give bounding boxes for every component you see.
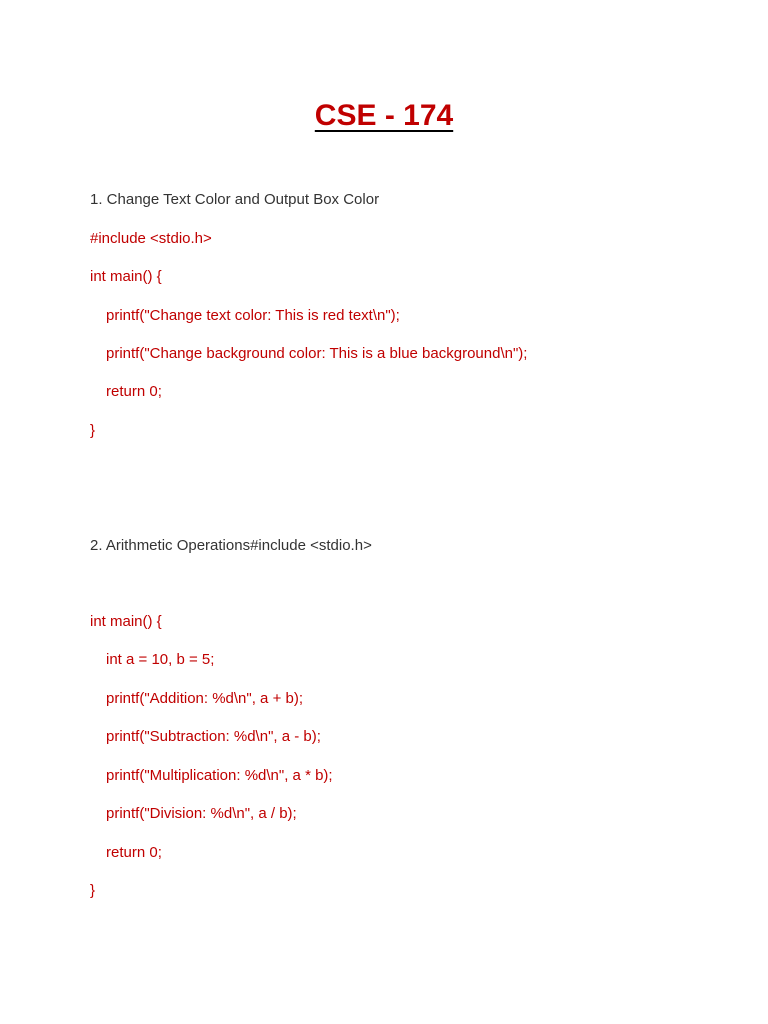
code-line: printf("Change background color: This is a blue background\n"); bbox=[106, 345, 528, 362]
code-line: int a = 10, b = 5; bbox=[106, 651, 215, 668]
code-line: #include <stdio.h> bbox=[90, 230, 212, 247]
code-line: return 0; bbox=[106, 844, 162, 861]
code-line: printf("Change text color: This is red text\n"); bbox=[106, 307, 400, 324]
code-line: } bbox=[90, 882, 96, 899]
page-title-text: CSE - 174 bbox=[314, 99, 454, 132]
code-line: int main() { bbox=[90, 268, 162, 285]
code-line: printf("Multiplication: %d\n", a * b); bbox=[106, 767, 333, 784]
page-title bbox=[0, 96, 768, 136]
section-2-heading: 2. Arithmetic Operations#include <stdio.h> bbox=[90, 537, 372, 554]
code-line: printf("Addition: %d\n", a + b); bbox=[106, 690, 303, 707]
section-1-heading: 1. Change Text Color and Output Box Color bbox=[90, 191, 380, 208]
code-line: printf("Division: %d\n", a / b); bbox=[106, 805, 297, 822]
code-line: return 0; bbox=[106, 383, 162, 400]
code-line: printf("Subtraction: %d\n", a - b); bbox=[106, 728, 321, 745]
code-line: } bbox=[90, 422, 96, 439]
code-line: int main() { bbox=[90, 613, 162, 630]
